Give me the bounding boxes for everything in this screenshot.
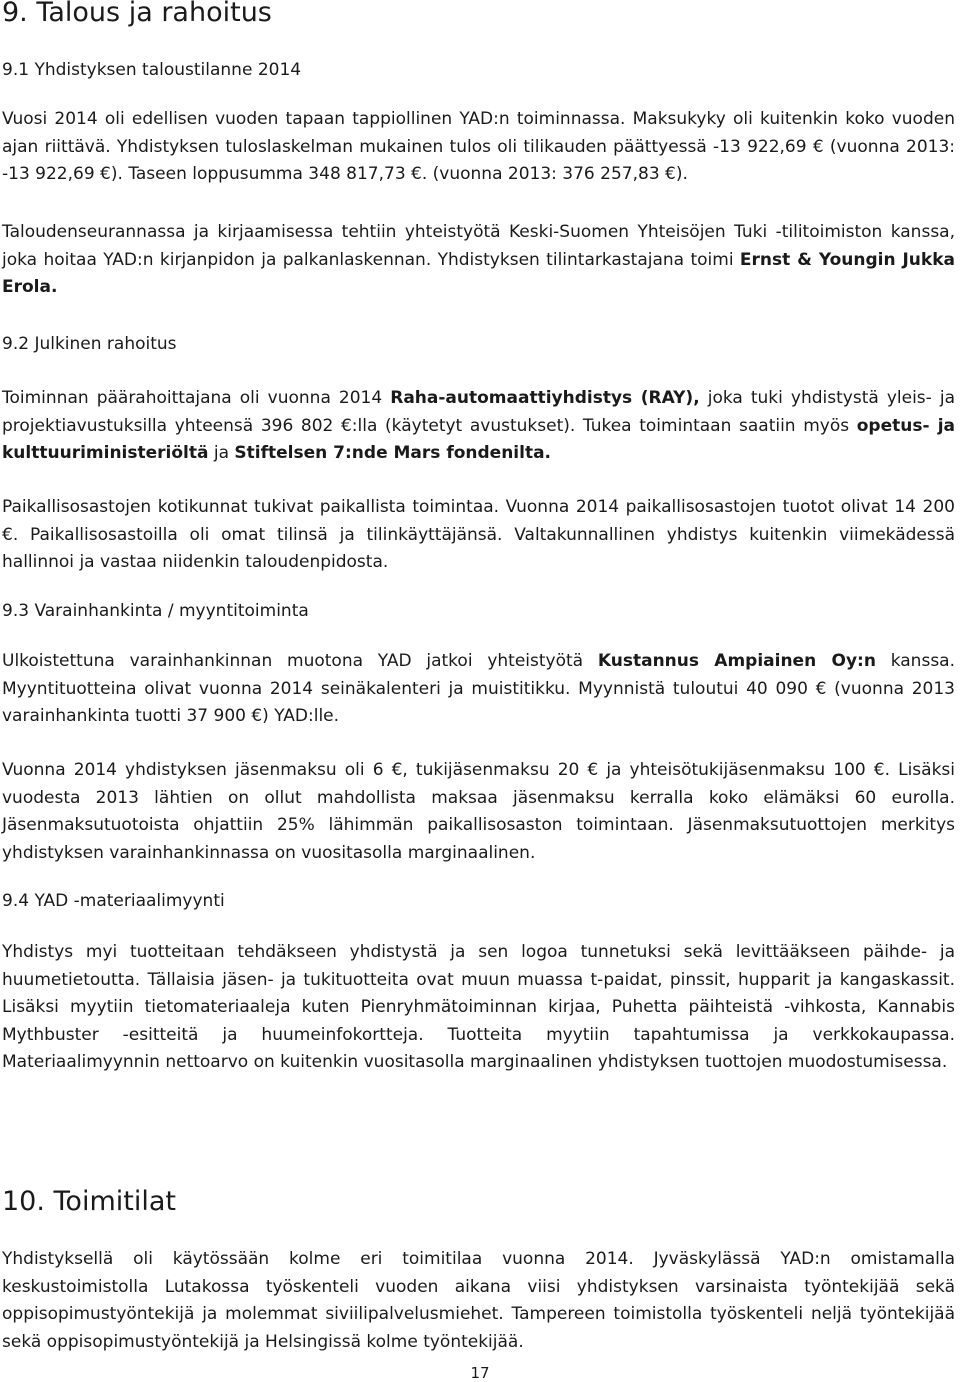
paragraph-fundraising: [2, 648, 955, 731]
funder-stiftelsen: Stiftelsen 7:nde Mars fondenilta.: [234, 443, 552, 463]
funder-ray: Raha-automaattiyhdistys (RAY),: [390, 388, 700, 408]
text-segment: joka tuki yhdistystä yleis- ja projektiavustuksilla yhteensä 396 802 €:lla (käytetyt avustukset). Tukea toimintaan saatiin myös: [2, 388, 955, 436]
partner-name: Kustannus Ampiainen Oy:n: [597, 651, 876, 671]
text-segment: Taloudenseurannassa ja kirjaamisessa tehtiin yhteistyötä Keski-Suomen Yhteisöjen Tuki -tilitoimiston kanssa, joka hoitaa YAD:n kirjanpidon ja palkanlaskennan. Yhdistyksen tilintarkastajana toimi: [2, 222, 955, 270]
heading-9-4: 9.4 YAD -materiaalimyynti: [2, 891, 225, 911]
text-segment: kanssa. Myyntituotteina olivat vuonna 2014 seinäkalenteri ja muistitikku. Myynnistä tuloutui 40 090 € (vuonna 2013 varainhankinta tuotti 37 900 €) YAD:lle.: [2, 651, 955, 726]
auditor-name: Ernst & Youngin Jukka Erola.: [2, 249, 955, 297]
paragraph-material-sales: Yhdistys myi tuotteitaan tehdäkseen yhdistystä ja sen logoa tunnetuksi sekä levittääkseen päihde- ja huumetietoutta. Tällaisia jäsen- ja tukituotteita ovat muun muassa t-paidat, pinssit, hupparit ja kangaskassit. Lisäksi myytiin tietomateriaaleja kuten Pienryhmätoiminnan kirjaa, Puhetta päihteistä -vihkosta, Kannabis Mythbuster -esitteitä ja huumeinfokortteja. Tuotteita myytiin tapahtumissa ja verkkokaupassa. Materiaalimyynnin nettoarvo on kuitenkin vuositasolla marginaalinen yhdistyksen tuottojen muodostumisessa.: [2, 942, 955, 1072]
heading-section-10: 10. Toimitilat: [2, 1186, 176, 1217]
text-segment: Ulkoistettuna varainhankinnan muotona YAD jatkoi yhteistyötä: [2, 651, 598, 671]
text-segment: Toiminnan päärahoittajana oli vuonna 2014: [2, 388, 391, 408]
heading-9-2: 9.2 Julkinen rahoitus: [2, 334, 177, 354]
paragraph-membership-fees: Vuonna 2014 yhdistyksen jäsenmaksu oli 6 €, tukijäsenmaksu 20 € ja yhteisötukijäsenmaksu 100 €. Lisäksi vuodesta 2013 lähtien on ollut mahdollista maksaa jäsenmaksu kerralla koko elämäksi 60 eurolla. Jäsenmaksutuotoista ohjattiin 25% lähimmän paikallisosaston toimintaan. Jäsenmaksutuottojen merkitys yhdistyksen varainhankinnassa on vuositasolla marginaalinen.: [2, 760, 955, 863]
paragraph-financial-status: Vuosi 2014 oli edellisen vuoden tapaan tappiollinen YAD:n toiminnassa. Maksukyky oli kuitenkin koko vuoden ajan riittävä. Yhdistyksen tuloslaskelman mukainen tulos oli tilikauden päättyessä -13 922,69 € (vuonna 2013: -13 922,69 €). Taseen loppusumma 348 817,73 €. (vuonna 2013: 376 257,83 €).: [2, 109, 955, 184]
heading-9-1: 9.1 Yhdistyksen taloustilanne 2014: [2, 60, 302, 80]
funder-ministry: opetus- ja kulttuuriministeriöltä: [2, 415, 955, 463]
heading-9-3: 9.3 Varainhankinta / myyntitoiminta: [2, 601, 309, 621]
text-segment: ja: [208, 443, 235, 463]
page-number: 17: [470, 1364, 490, 1382]
paragraph-premises: Yhdistyksellä oli käytössään kolme eri toimitilaa vuonna 2014. Jyväskylässä YAD:n omistamalla keskustoimistolla Lutakossa työskenteli vuoden aikana viisi yhdistyksen varsinaista työntekijää sekä oppisopimustyöntekijä ja molemmat siviilipalvelusmiehet. Tampereen toimistolla työskenteli neljä työntekijää sekä oppisopimustyöntekijä ja Helsingissä kolme työntekijää.: [2, 1249, 955, 1352]
paragraph-local-branches: Paikallisosastojen kotikunnat tukivat paikallista toimintaa. Vuonna 2014 paikallisosastojen tuotot olivat 14 200 €. Paikallisosastoilla oli omat tilinsä ja tilinkäyttäjänsä. Valtakunnallinen yhdistys kuitenkin viimekädessä hallinnoi ja vastaa niidenkin taloudenpidosta.: [2, 497, 955, 572]
heading-section-9: 9. Talous ja rahoitus: [2, 0, 272, 28]
paragraph-bookkeeping: [2, 219, 955, 302]
paragraph-public-funding: [2, 385, 955, 468]
